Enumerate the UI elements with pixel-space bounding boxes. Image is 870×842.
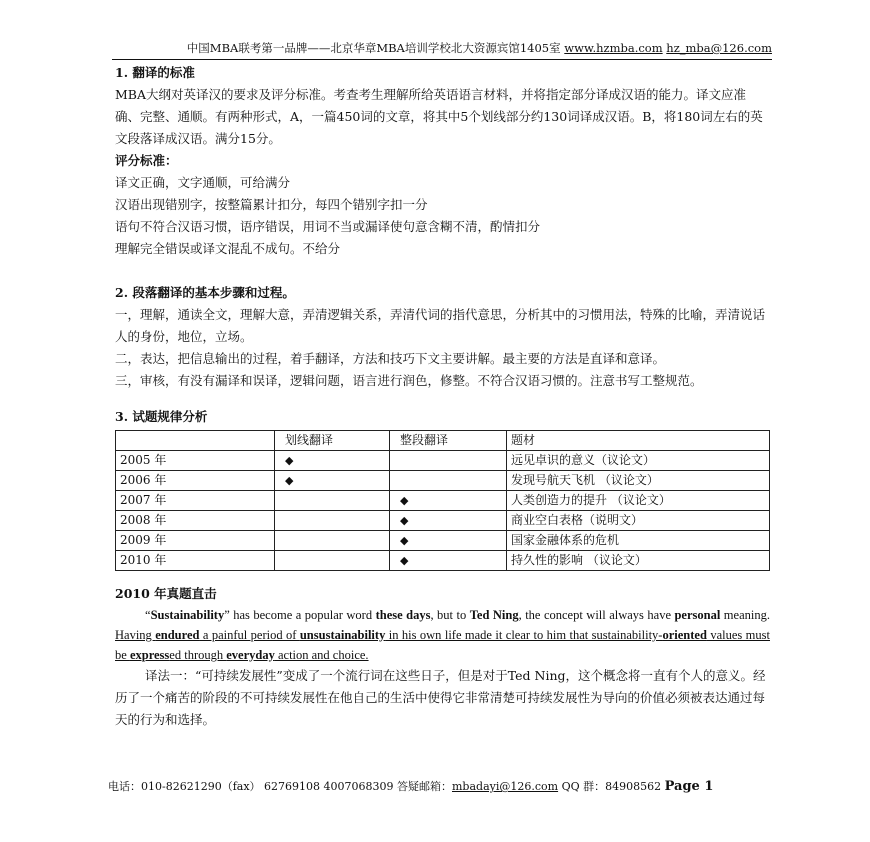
translation-text: “可持续发展性”变成了一个流行词在这些日子，但是对于Ted Ning，这个概念将一直有个人的意义。经历了一个痛苦的阶段的不可持续发展性在他自己的生活中使得它非常清楚可持续发展性为导向的价值必须被表达通过每天的行为和选择。 bbox=[115, 668, 766, 727]
marker-cell bbox=[275, 551, 390, 571]
footer-contact: 电话：010-82621290（fax） 62769108 4007068309 答疑邮箱： bbox=[108, 780, 452, 793]
marker-cell bbox=[390, 451, 507, 471]
header-email-link[interactable]: hz_mba@126.com bbox=[666, 41, 772, 55]
section-4-heading: 2010 年真题直击 bbox=[115, 586, 217, 601]
table-row bbox=[116, 551, 770, 571]
marker-cell: ◆ bbox=[390, 551, 507, 571]
criteria-item: 汉语出现错别字，按整篇累计扣分，每四个错别字扣一分 bbox=[115, 197, 428, 212]
marker-cell bbox=[275, 511, 390, 531]
marker-cell: ◆ bbox=[390, 511, 507, 531]
exam-pattern-table bbox=[115, 430, 770, 571]
section-3-heading: 3. 试题规律分析 bbox=[115, 409, 208, 424]
criteria-item: 语句不符合汉语习惯，语序错误，用词不当或漏译使句意含糊不清，酌情扣分 bbox=[115, 219, 541, 234]
page-footer bbox=[108, 778, 773, 794]
topic-cell: 远见卓识的意义（议论文） bbox=[507, 451, 770, 471]
footer-email-link[interactable]: mbadayi@126.com bbox=[452, 780, 559, 793]
marker-cell: ◆ bbox=[275, 451, 390, 471]
table-header-row bbox=[116, 431, 770, 451]
topic-cell: 人类创造力的提升 （议论文） bbox=[507, 491, 770, 511]
step-express: 二，表达，把信息输出的过程，着手翻译，方法和技巧下文主要讲解。最主要的方法是直译和意译。 bbox=[115, 351, 666, 366]
page-content bbox=[115, 62, 770, 731]
table-row bbox=[116, 451, 770, 471]
year-cell: 2005 年 bbox=[116, 451, 275, 471]
table-row bbox=[116, 531, 770, 551]
year-cell: 2010 年 bbox=[116, 551, 275, 571]
marker-cell: ◆ bbox=[275, 471, 390, 491]
page-number: Page 1 bbox=[664, 779, 714, 794]
section-2-heading: 2. 段落翻译的基本步骤和过程。 bbox=[115, 285, 295, 300]
criteria-item: 理解完全错误或译文混乱不成句。不给分 bbox=[115, 241, 341, 256]
year-cell: 2009 年 bbox=[116, 531, 275, 551]
exam-passage: “Sustainability” has become a popular word these days, but to Ted Ning, the concept will always have personal meaning. Having endured a painful period of unsustainability in his own life made it clear to him that sustainability-oriented values must be expressed through everyday action and choice. bbox=[115, 608, 770, 662]
table-row bbox=[116, 491, 770, 511]
step-understand: 一，理解，通读全文，理解大意，弄清逻辑关系，弄清代词的指代意思，分析其中的习惯用法，特殊的比喻，弄清说话人的身份，地位，立场。 bbox=[115, 307, 766, 344]
table-row bbox=[116, 471, 770, 491]
marker-cell: ◆ bbox=[390, 531, 507, 551]
topic-cell: 商业空白表格（说明文） bbox=[507, 511, 770, 531]
marker-cell bbox=[390, 471, 507, 491]
table-header-cell: 划线翻译 bbox=[275, 431, 390, 451]
marker-cell: ◆ bbox=[390, 491, 507, 511]
translation-one bbox=[115, 665, 770, 731]
section-1-paragraph: MBA大纲对英译汉的要求及评分标准。考查考生理解所给英语语言材料，并将指定部分译成汉语的能力。译文应准确、完整、通顺。有两种形式，A，一篇450词的文章，将其中5个划线部分约130词译成汉语。B，将180词左右的英文段落译成汉语。满分15分。 bbox=[115, 87, 763, 146]
criteria-heading: 评分标准： bbox=[115, 153, 178, 168]
header-website-link[interactable]: www.hzmba.com bbox=[564, 41, 663, 55]
underlined-sentence: Having endured a painful period of unsustainability in his own life made it clear to him that sustainability-oriented values must be expressed through everyday action and choice. bbox=[115, 628, 770, 662]
topic-cell: 发现号航天飞机 （议论文） bbox=[507, 471, 770, 491]
page-header bbox=[112, 40, 772, 60]
marker-cell bbox=[275, 491, 390, 511]
year-cell: 2008 年 bbox=[116, 511, 275, 531]
criteria-item: 译文正确，文字通顺，可给满分 bbox=[115, 175, 291, 190]
topic-cell: 持久性的影响 （议论文） bbox=[507, 551, 770, 571]
header-text: 中国MBA联考第一品牌——北京华章MBA培训学校北大资源宾馆1405室 bbox=[186, 41, 561, 55]
table-header-cell bbox=[116, 431, 275, 451]
topic-cell: 国家金融体系的危机 bbox=[507, 531, 770, 551]
year-cell: 2006 年 bbox=[116, 471, 275, 491]
translation-label: 译法一： bbox=[145, 668, 196, 683]
table-row bbox=[116, 511, 770, 531]
section-1-heading: 1. 翻译的标准 bbox=[115, 65, 195, 80]
year-cell: 2007 年 bbox=[116, 491, 275, 511]
marker-cell bbox=[275, 531, 390, 551]
table-header-cell: 整段翻译 bbox=[390, 431, 507, 451]
footer-qq: QQ 群：84908562 bbox=[558, 780, 665, 793]
step-review: 三，审核，有没有漏译和误译，逻辑问题，语言进行润色，修整。不符合汉语习惯的。注意书写工整规范。 bbox=[115, 373, 703, 388]
table-header-cell: 题材 bbox=[507, 431, 770, 451]
